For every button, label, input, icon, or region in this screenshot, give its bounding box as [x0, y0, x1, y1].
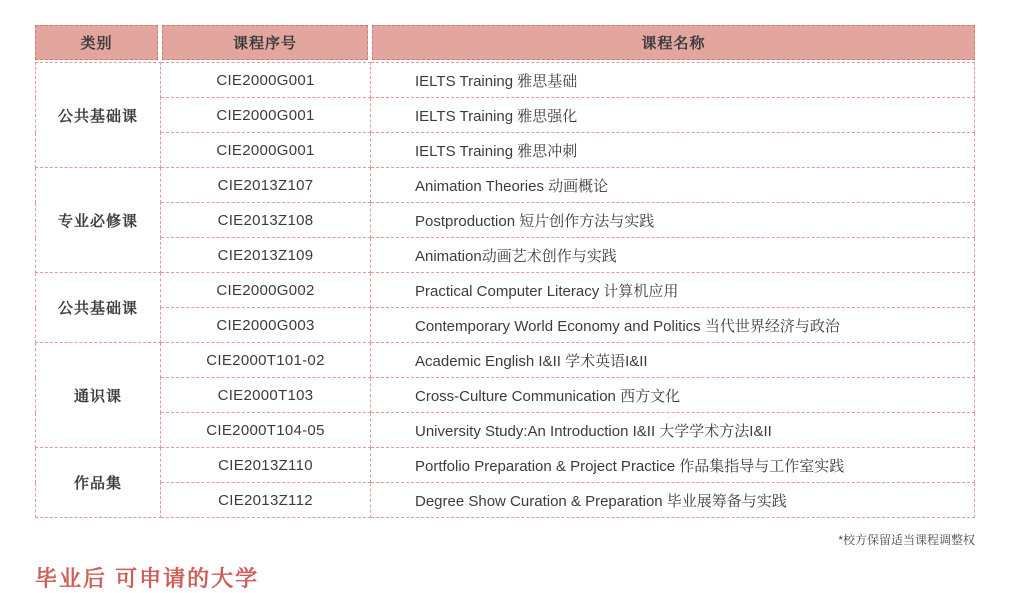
table-row — [36, 63, 975, 98]
course-code-cell: CIE2000G001 — [161, 133, 371, 168]
table-row — [36, 308, 975, 343]
course-code-cell: CIE2013Z107 — [161, 168, 371, 203]
course-name-cell: IELTS Training 雅思冲刺 — [371, 133, 975, 168]
table-row — [36, 133, 975, 168]
table-row — [36, 273, 975, 308]
category-cell: 专业必修课 — [36, 168, 161, 273]
table-row — [36, 168, 975, 203]
course-name-cell: University Study:An Introduction I&II 大学学术方法I&II — [371, 413, 975, 448]
table-row — [36, 343, 975, 378]
table-row — [36, 238, 975, 273]
table-row — [36, 98, 975, 133]
course-name-cell: Animation Theories 动画概论 — [371, 168, 975, 203]
table-row — [36, 448, 975, 483]
course-name-cell: Contemporary World Economy and Politics 当代世界经济与政治 — [371, 308, 975, 343]
header-course-name: 课程名称 — [372, 25, 975, 60]
category-cell: 作品集 — [36, 448, 161, 518]
course-code-cell: CIE2013Z110 — [161, 448, 371, 483]
table-row — [36, 483, 975, 518]
course-name-cell: IELTS Training 雅思强化 — [371, 98, 975, 133]
table-row — [36, 378, 975, 413]
header-course-code: 课程序号 — [162, 25, 368, 60]
category-cell: 公共基础课 — [36, 63, 161, 168]
table-header-row — [35, 25, 975, 60]
footnote: *校方保留适当课程调整权 — [838, 533, 975, 547]
course-code-cell: CIE2000G001 — [161, 63, 371, 98]
header-category: 类别 — [35, 25, 158, 60]
course-table-body — [35, 62, 975, 518]
course-name-cell: Cross-Culture Communication 西方文化 — [371, 378, 975, 413]
course-name-cell: Portfolio Preparation & Project Practice 作品集指导与工作室实践 — [371, 448, 975, 483]
course-table — [35, 25, 975, 518]
course-name-cell: Degree Show Curation & Preparation 毕业展筹备与实践 — [371, 483, 975, 518]
category-cell: 公共基础课 — [36, 273, 161, 343]
table-row — [36, 203, 975, 238]
course-name-cell: IELTS Training 雅思基础 — [371, 63, 975, 98]
category-cell: 通识课 — [36, 343, 161, 448]
course-code-cell: CIE2000G001 — [161, 98, 371, 133]
course-code-cell: CIE2013Z108 — [161, 203, 371, 238]
course-name-cell: Animation动画艺术创作与实践 — [371, 238, 975, 273]
table-row — [36, 413, 975, 448]
course-code-cell: CIE2000G003 — [161, 308, 371, 343]
cutoff-red-heading: 毕业后 可申请的大学 — [35, 566, 260, 591]
course-name-cell: Practical Computer Literacy 计算机应用 — [371, 273, 975, 308]
course-code-cell: CIE2000T104-05 — [161, 413, 371, 448]
course-code-cell: CIE2000T103 — [161, 378, 371, 413]
course-name-cell: Postproduction 短片创作方法与实践 — [371, 203, 975, 238]
course-code-cell: CIE2013Z112 — [161, 483, 371, 518]
course-code-cell: CIE2000T101-02 — [161, 343, 371, 378]
course-code-cell: CIE2000G002 — [161, 273, 371, 308]
course-code-cell: CIE2013Z109 — [161, 238, 371, 273]
course-name-cell: Academic English I&II 学术英语I&II — [371, 343, 975, 378]
